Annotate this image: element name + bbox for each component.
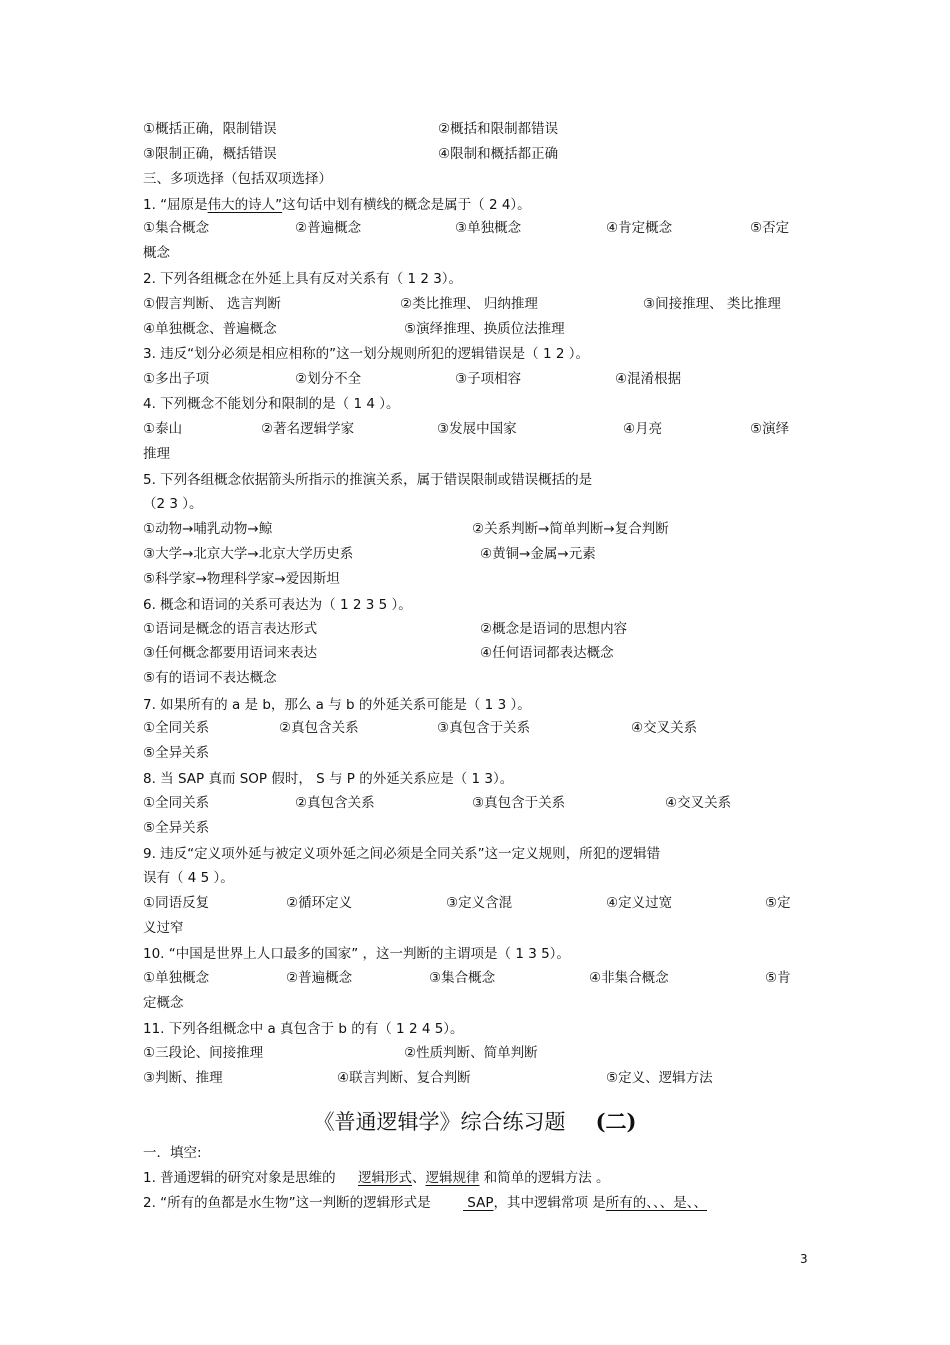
text-part: 和简单的逻辑方法 。 — [483, 1170, 610, 1186]
option: ③单独概念 — [455, 220, 522, 236]
option: ②循环定义 — [286, 895, 353, 911]
option: ②普遍概念 — [286, 970, 353, 986]
question-stem: 3. 违反“划分必须是相应相称的”这一划分规则所犯的逻辑错误是（ 1 2 ）。 — [143, 346, 589, 362]
option-continuation: 概念 — [143, 245, 170, 261]
option: ④混淆根据 — [615, 371, 682, 387]
option: ③限制正确，概括错误 — [143, 146, 277, 162]
question-stem-continuation: （2 3 ）。 — [143, 496, 203, 512]
option: ⑤全异关系 — [143, 745, 210, 761]
option-continuation: 定概念 — [143, 995, 184, 1011]
option: ②著名逻辑学家 — [261, 421, 355, 437]
answer-blank: 逻辑形式 — [357, 1170, 412, 1186]
option: ③定义含混 — [446, 895, 513, 911]
option: ⑤全异关系 — [143, 820, 210, 836]
option: ②关系判断→简单判断→复合判断 — [472, 521, 669, 537]
option: ①三段论、间接推理 — [143, 1045, 264, 1061]
fill-line-2 — [143, 1194, 707, 1212]
option: ④定义过宽 — [606, 895, 673, 911]
option: ④单独概念、普遍概念 — [143, 321, 277, 337]
option: ①动物→哺乳动物→鲸 — [143, 521, 273, 537]
option: ④联言判断、复合判断 — [337, 1070, 471, 1086]
title-main: 《普通逻辑学》综合练习题 — [313, 1110, 566, 1134]
option: ①泰山 — [143, 421, 183, 437]
question-stem: 10. “中国是世界上人口最多的国家” ，这一判断的主谓项是（ 1 3 5）。 — [143, 946, 570, 962]
option: ⑤肯 — [765, 970, 791, 986]
question-stem: 9. 违反“定义项外延与被定义项外延之间必须是全同关系”这一定义规则，所犯的逻辑错 — [143, 846, 661, 862]
text-part: 1. 普通逻辑的研究对象是思维的 — [143, 1170, 336, 1186]
option: ④任何语词都表达概念 — [480, 645, 614, 661]
option: ④非集合概念 — [589, 970, 669, 986]
option: ③大学→北京大学→北京大学历史系 — [143, 546, 354, 562]
option: ②类比推理、 归纳推理 — [400, 296, 538, 312]
fill-line-1 — [143, 1169, 610, 1187]
option: ④黄铜→金属→元素 — [480, 546, 596, 562]
option: ①同语反复 — [143, 895, 210, 911]
option: ③真包含于关系 — [437, 720, 531, 736]
option: ④肯定概念 — [606, 220, 673, 236]
option: ③真包含于关系 — [472, 795, 566, 811]
option: ③间接推理、 类比推理 — [643, 296, 781, 312]
option: ②普遍概念 — [295, 220, 362, 236]
question-stem: 6. 概念和语词的关系可表达为（ 1 2 3 5 ）。 — [143, 597, 412, 613]
page-number: 3 — [800, 1252, 808, 1266]
option: ①集合概念 — [143, 220, 210, 236]
question-stem: 8. 当 SAP 真而 SOP 假时， S 与 P 的外延关系应是（ 1 3）。 — [143, 771, 514, 787]
option: ④交叉关系 — [631, 720, 698, 736]
option-continuation: 义过窄 — [143, 920, 184, 936]
option: ④限制和概括都正确 — [438, 146, 559, 162]
option: ⑤定义、逻辑方法 — [606, 1070, 713, 1086]
option: ②概括和限制都错误 — [438, 121, 559, 137]
question-stem: 2. 下列各组概念在外延上具有反对关系有（ 1 2 3）。 — [143, 271, 463, 287]
option: ①假言判断、 选言判断 — [143, 296, 281, 312]
option: ④月亮 — [623, 421, 663, 437]
answer-blank: 逻辑规律 — [425, 1170, 480, 1186]
option: ⑤演绎推理、换质位法推理 — [404, 321, 565, 337]
question-stem: 5. 下列各组概念依据箭头所指示的推演关系，属于错误限制或错误概括的是 — [143, 472, 593, 488]
option: ①概括正确，限制错误 — [143, 121, 277, 137]
option: ⑤否定 — [750, 220, 790, 236]
option: ②划分不全 — [295, 371, 362, 387]
option: ①语词是概念的语言表达形式 — [143, 621, 318, 637]
option: ⑤有的语词不表达概念 — [143, 670, 277, 686]
section-heading: 三、多项选择（包括双项选择） — [143, 171, 332, 187]
question-stem: 11. 下列各组概念中 a 真包含于 b 的有（ 1 2 4 5）。 — [143, 1021, 464, 1037]
option: ③发展中国家 — [437, 421, 517, 437]
option: ②真包含关系 — [295, 795, 375, 811]
question-stem: 4. 下列概念不能划分和限制的是（ 1 4 ）。 — [143, 396, 400, 412]
text-part: ，其中逻辑常项 是 — [493, 1195, 606, 1211]
section-heading: 一．填空: — [143, 1145, 202, 1161]
option: ⑤定 — [765, 895, 791, 911]
option: ③子项相容 — [455, 371, 522, 387]
stem-part: 1. “屈原是 — [143, 197, 208, 213]
option: ②性质判断、简单判断 — [404, 1045, 538, 1061]
question-stem-continuation: 误有（ 4 5 ）。 — [143, 870, 234, 886]
answer-blank: SAP — [462, 1195, 494, 1211]
option: ①全同关系 — [143, 720, 210, 736]
option: ②概念是语词的思想内容 — [480, 621, 628, 637]
option: ⑤演绎 — [750, 421, 790, 437]
question-stem: 7. 如果所有的 a 是 b，那么 a 与 b 的外延关系可能是（ 1 3 ）。 — [143, 697, 531, 713]
stem-part: 这句话中划有横线的概念是属于（ 2 4）。 — [282, 197, 531, 213]
option: ④交叉关系 — [665, 795, 732, 811]
option: ⑤科学家→物理科学家→爱因斯坦 — [143, 571, 340, 587]
option: ①全同关系 — [143, 795, 210, 811]
option: ③判断、推理 — [143, 1070, 223, 1086]
option: ①单独概念 — [143, 970, 210, 986]
text-part: 2. “所有的鱼都是水生物”这一判断的逻辑形式是 — [143, 1195, 431, 1211]
option: ①多出子项 — [143, 371, 210, 387]
separator: 、 — [411, 1170, 426, 1186]
option: ②真包含关系 — [279, 720, 359, 736]
underlined-phrase: 伟大的诗人” — [207, 197, 283, 213]
answer-blank: 所有的、、、是、、 — [605, 1195, 708, 1211]
title-number: (二) — [595, 1109, 637, 1134]
option-continuation: 推理 — [143, 446, 170, 462]
option: ③任何概念都要用语词来表达 — [143, 645, 318, 661]
question-stem — [143, 196, 531, 214]
option: ③集合概念 — [429, 970, 496, 986]
document-title — [0, 1106, 950, 1136]
